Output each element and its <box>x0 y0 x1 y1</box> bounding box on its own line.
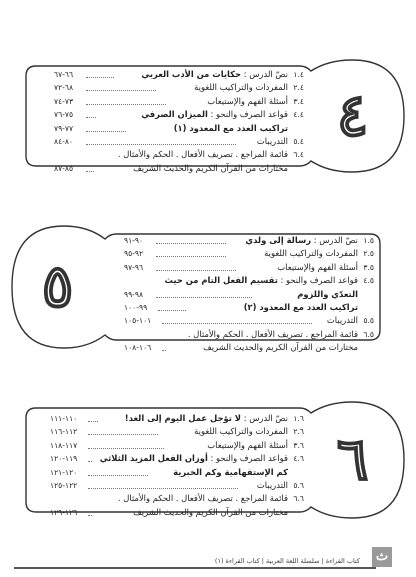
page-range: ٧٣-٧٤ <box>54 96 74 106</box>
page-range: ٨٠-٨٤ <box>54 136 74 146</box>
page-range: ١١٧-١١٨ <box>50 440 78 450</box>
page-range: ٨٥-٨٧ <box>54 163 74 173</box>
section-title: التدريبات <box>326 315 358 326</box>
page-range: ٩٠-٩١ <box>124 236 144 245</box>
toc-row[interactable] <box>50 439 304 452</box>
section-title-bold: التعدّي واللزوم <box>297 288 358 299</box>
section-title: التدريبات <box>256 479 288 490</box>
section-number: ٣.٤ <box>293 96 304 106</box>
section-number: ٤.٤ <box>293 110 304 120</box>
section-number: ٥.٥ <box>363 316 374 326</box>
page-range: ٩٦-٩٧ <box>124 262 144 272</box>
page-range: ٧٧-٧٩ <box>54 123 74 133</box>
section-number: ١.٦ <box>293 414 304 423</box>
toc-row[interactable] <box>124 314 374 327</box>
section-title: أسئلة الفهم والإستيعاب <box>207 95 288 106</box>
section-title: أسئلة الفهم والإستيعاب <box>207 439 288 450</box>
section-title-bold: حكايات من الأدب العربي <box>141 69 242 79</box>
section-title: قواعد الصرف والنحو : <box>277 275 358 286</box>
section-title: قائمة المراجع . تصريف الأفعال . الحكم والأمثال . <box>117 149 288 160</box>
toc-row[interactable] <box>50 479 304 492</box>
unit-5-toc <box>124 234 374 355</box>
page-range: ٦٦-٦٧ <box>54 70 74 79</box>
toc-row[interactable] <box>50 492 304 505</box>
page-range: ٩٩-١٠٠ <box>124 302 148 312</box>
footer-text: كتاب القراءة | سلسلة اللغة العربية | كتاب القراءة (١) <box>214 557 360 565</box>
section-number: ٦.٤ <box>293 150 304 160</box>
section-title: نصّ الدرس : <box>241 413 288 423</box>
toc-row[interactable] <box>124 261 374 274</box>
page-range: ٧٥-٧٦ <box>54 110 74 120</box>
page-range: ١٢٢-١٢٥ <box>50 480 78 490</box>
page-letter-badge: ث <box>372 547 392 567</box>
unit-6-toc <box>50 412 304 519</box>
page-range: ٩٨-٩٩ <box>124 289 144 299</box>
toc-row[interactable] <box>54 81 304 94</box>
page-range: ١١٩-١٢٠ <box>50 454 78 464</box>
toc-row[interactable] <box>124 274 374 287</box>
toc-row[interactable] <box>50 466 304 479</box>
section-number: ٢.٤ <box>293 83 304 93</box>
section-number: ٣.٥ <box>363 262 374 272</box>
section-number: ٤.٥ <box>363 276 374 286</box>
section-title: المفردات والتراكيب اللغوية <box>264 248 358 259</box>
section-title-bold: رسالة إلى ولدي <box>245 235 312 245</box>
page-range: ١١٢-١١٦ <box>50 427 78 437</box>
section-number: ٥.٦ <box>293 480 304 490</box>
section-title: قائمة المراجع . تصريف الأفعال . الحكم والأمثال . <box>187 328 358 339</box>
section-number: ٢.٥ <box>363 249 374 259</box>
toc-row[interactable] <box>54 68 304 81</box>
toc-row[interactable] <box>124 288 374 301</box>
toc-row[interactable] <box>54 108 304 121</box>
section-number: ٦.٥ <box>363 329 374 339</box>
page-range: ٦٨-٧٢ <box>54 83 74 93</box>
toc-row[interactable] <box>124 234 374 247</box>
page-range: ١٢٦-١٢٩ <box>50 507 78 517</box>
section-title-bold: تراكيب العدد مع المعدود (١) <box>173 122 288 133</box>
page-range: ٩٢-٩٥ <box>124 249 144 259</box>
section-title-bold: تراكيب العدد مع المعدود (٢) <box>243 301 358 312</box>
toc-row[interactable] <box>54 122 304 135</box>
toc-row[interactable] <box>54 95 304 108</box>
toc-row[interactable] <box>54 162 304 175</box>
section-number: ٢.٦ <box>293 427 304 437</box>
section-title: أسئلة الفهم والإستيعاب <box>277 261 358 272</box>
unit-4 <box>0 58 416 173</box>
unit-4-toc <box>54 68 304 175</box>
page-range: ١١٠-١١١ <box>50 414 78 423</box>
toc-row[interactable] <box>54 148 304 161</box>
section-title-bold: كم الإستفهامية وكم الخبرية <box>173 466 288 477</box>
toc-row[interactable] <box>50 506 304 519</box>
toc-row[interactable] <box>50 425 304 438</box>
unit-5-numeral: ٥ <box>42 252 74 320</box>
toc-row[interactable] <box>54 135 304 148</box>
unit-4-numeral: ٤ <box>337 81 369 149</box>
section-number: ٦.٦ <box>293 494 304 504</box>
page-range: ١٠١-١٠٥ <box>124 316 152 326</box>
section-title-bold: تقسيم الفعل التام من حيث <box>164 275 278 286</box>
toc-row[interactable] <box>124 341 374 354</box>
footer-divider <box>14 567 376 569</box>
toc-row[interactable] <box>50 412 304 425</box>
section-number: ٥.٤ <box>293 136 304 146</box>
section-title: نصّ الدرس : <box>241 69 288 79</box>
unit-6-numeral: ٦ <box>337 425 369 493</box>
section-title: مختارات من القرآن الكريم والحديث الشريف <box>133 162 288 173</box>
section-number: ١.٤ <box>293 70 304 79</box>
section-title: مختارات من القرآن الكريم والحديث الشريف <box>203 342 358 353</box>
section-number: ٤.٦ <box>293 454 304 464</box>
section-title: نصّ الدرس : <box>311 235 358 245</box>
unit-6 <box>0 400 416 520</box>
section-title-bold: أوزان الفعل المزيد الثلاثي <box>99 453 208 464</box>
section-title-bold: لا تؤجل عمل اليوم إلى الغد! <box>124 413 242 423</box>
section-title: مختارات من القرآن الكريم والحديث الشريف <box>133 506 288 517</box>
toc-row[interactable] <box>50 452 304 465</box>
unit-5 <box>0 224 416 353</box>
section-title-bold: الميزان الصرفي <box>141 109 208 120</box>
toc-row[interactable] <box>124 301 374 314</box>
page-range: ١٠٦-١٠٨ <box>124 343 152 353</box>
section-title: المفردات والتراكيب اللغوية <box>194 82 288 93</box>
section-title: قائمة المراجع . تصريف الأفعال . الحكم والأمثال . <box>117 493 288 504</box>
page-range: ١٢٠-١٢١ <box>50 467 78 477</box>
toc-row[interactable] <box>124 328 374 341</box>
section-title: قواعد الصرف والنحو : <box>207 453 288 464</box>
section-number: ٣.٦ <box>293 440 304 450</box>
section-number: ١.٥ <box>363 236 374 245</box>
section-title: المفردات والتراكيب اللغوية <box>194 426 288 437</box>
section-title: التدريبات <box>256 135 288 146</box>
toc-row[interactable] <box>124 247 374 260</box>
section-title: قواعد الصرف والنحو : <box>207 109 288 120</box>
